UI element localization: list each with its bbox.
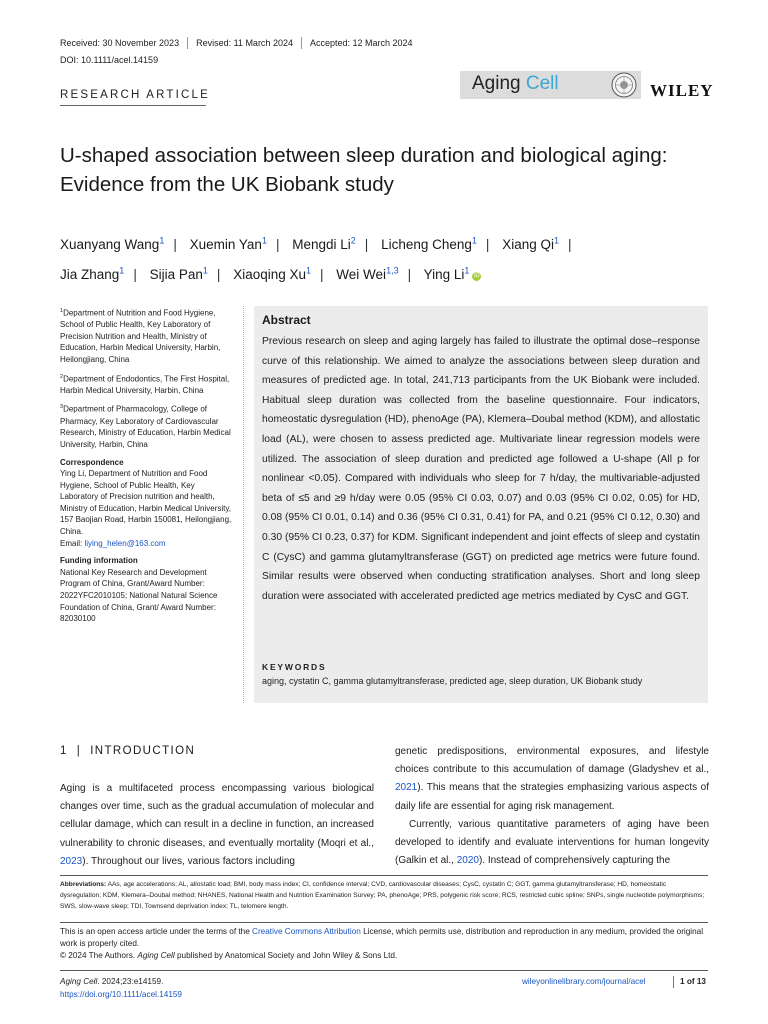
author[interactable]: Wei Wei$^{1,3}$ — [336, 265, 399, 282]
doi[interactable]: DOI: 10.1111/acel.14159 — [60, 55, 159, 65]
license-rule — [60, 922, 708, 923]
funding-text: National Key Research and Development Program of China, Grant/Award Number: 2022YFC2010105; National Natural Science Foundation of China, Grant/ Award Number: 82030100 — [60, 567, 218, 624]
footer-citation: Aging Cell. 2024;23:e14159. — [60, 977, 164, 986]
abstract-text: Previous research on sleep and aging largely has failed to illustrate the optimal dose–response curve of this relationship. We aimed to analyze the associations between sleep duration and measures of predicted age. In total, 241,713 participants from the UK Biobank were included. Habitual sleep duration was collected from the baseline questionnaire. Four indicators, homeostatic dysregulation (HD), phenoAge (PA), Klemera–Doubal method (KDM), and allostatic load (AL), were chosen to assess predicted age. Multivariate linear regression models were utilized. The association of sleep duration and predicted age followed a U-shape (All p for nonlinear <0.05). Compared with individuals who sleep for 7 h/day, the multivariable-adjusted beta of ≤5 and ≥9 h/day were 0.05 (95% CI 0.03, 0.07) and 0.03 (95% CI 0.02, 0.05) for HD, 0.08 (95% CI 0.01, 0.14) and 0.36 (95% CI 0.31, 0.41) for PA, and 0.21 (95% CI 0.12, 0.30) and 0.30 (95% CI 0.23, 0.37) for KDM. Significant independent and joint effects of sleep and cystatin C (CysC) and gamma glutamyltransferase (GGT) on predicted age metrics were future found. Similar results were observed when conducting stratification analyses. Short and long sleep duration were associated with accelerated predicted age metrics mediated by CysC and GGT. — [262, 336, 700, 602]
author[interactable]: Xuanyang Wang$^1$ — [60, 235, 165, 252]
intro-paragraph: Aging is a multifaceted process encompassing various biological changes over time, such as the gradual accumulation of molecular and cellular damage, which can result in a decline in function, an increased vulnerability to chronic diseases, and eventually mortality (Moqri et al., 2023). Throughout our lives, various factors including — [60, 783, 374, 867]
accepted-date: Accepted: 12 March 2024 — [309, 38, 413, 48]
author[interactable]: Xuemin Yan$^1$ — [189, 235, 267, 252]
author[interactable]: Xiaoqing Xu$^1$ — [233, 265, 312, 282]
author[interactable]: Jia Zhang$^1$ — [60, 265, 125, 282]
correspondence-email-link[interactable]: liying_helen@163.com — [84, 538, 166, 548]
date-divider — [301, 37, 302, 49]
license-notice: This is an open access article under the terms of the Creative Commons Attribution License, which permits use, distribution and reproduction in any medium, provided the original work is properly cited. © 2024 The Authors. Aging Cell published by Anatomical Society and John Wiley & Sons Ltd. — [60, 927, 704, 960]
affiliation: $^3$Department of Pharmacology, College of Pharmacy, Key Laboratory of Cardiovascular Research, Ministry of Education, Harbin Medical University, Harbin, China — [60, 404, 231, 449]
column-divider — [243, 306, 244, 703]
society-seal-icon — [611, 72, 637, 98]
intro-column-right — [395, 743, 709, 870]
license-link[interactable]: Creative Commons Attribution — [252, 927, 361, 936]
article-sidebar — [60, 306, 232, 631]
orcid-icon[interactable]: iD — [474, 273, 480, 279]
intro-paragraph: genetic predispositions, environmental exposures, and lifestyle choices contribute to this accumulation of damage (Gladyshev et al., 2021). This means that the strategies emphasizing various aspects of daily life are essential for aging risk management. — [395, 746, 709, 812]
author-list: Xuanyang Wang$^1$ | Xuemin Yan$^1$ | Mengdi Li$^2$ | Licheng Cheng$^1$ | Xiang Qi$^1$ | Jia Zhang$^1$ | Sijia Pan$^1$ | Xiaoqing Xu$^1$ | Wei Wei$^{1,3}$ | Ying Li$^1$iD — [60, 235, 572, 282]
section-heading-introduction: 1 | INTRODUCTION — [60, 745, 196, 757]
article-type: RESEARCH ARTICLE — [60, 89, 211, 101]
article-title: U-shaped association between sleep duration and biological aging: Evidence from the UK Biobank study — [60, 144, 668, 196]
journal-logo[interactable] — [472, 73, 559, 95]
date-divider — [187, 37, 188, 49]
correspondence-text: Ying Li, Department of Nutrition and Food Hygiene, School of Public Health, Key Laboratory of Precision nutrition and health, Ministry of Education, Harbin Medical University, 157 Baojian Road, Harbin 150081, Heilongjiang, China. Email: liying_helen@163.com — [60, 469, 232, 548]
intro-paragraph: Currently, various quantitative parameters of aging have been developed to identify and evaluate interventions for human longevity (Galkin et al., 2020). Instead of comprehensively capturing the — [395, 818, 709, 867]
footer-divider — [673, 976, 674, 988]
affiliation: $^1$Department of Nutrition and Food Hygiene, School of Public Health, Key Laboratory of Precision Nutrition and Health, Ministry of Education, Harbin Medical University, Harbin, Heilongjiang, China — [60, 308, 221, 365]
publication-dates — [60, 37, 413, 49]
article-type-underline — [60, 105, 206, 106]
keywords-heading: KEYWORDS — [262, 662, 327, 672]
citation-link[interactable]: 2021 — [395, 782, 418, 794]
correspondence-heading: Correspondence — [60, 457, 124, 467]
citation-link[interactable]: 2023 — [60, 855, 83, 867]
author[interactable]: Mengdi Li$^2$ — [292, 235, 356, 252]
author[interactable]: Sijia Pan$^1$ — [149, 265, 208, 282]
keywords-list: aging, cystatin C, gamma glutamyltransferase, predicted age, sleep duration, UK Biobank study — [262, 676, 643, 686]
journal-name-part2: Cell — [525, 73, 559, 94]
received-date: Received: 30 November 2023 — [60, 38, 180, 48]
author[interactable]: Licheng Cheng$^1$ — [381, 235, 477, 252]
author[interactable]: Xiang Qi$^1$ — [502, 235, 559, 252]
publisher-logo[interactable]: WILEY — [650, 81, 714, 100]
footer-doi-link[interactable]: https://doi.org/10.1111/acel.14159 — [60, 990, 182, 999]
footer-journal-link[interactable]: wileyonlinelibrary.com/journal/acel — [522, 977, 646, 986]
abbreviations: Abbreviations: AAs, age accelerations; AL, allostatic load; BMI, body mass index; CI, confidence interval; CVD, cardiovascular diseases; CysC, cystatin C; GGT, gamma glutamyltransferase; HD, homeostatic dysregulation; KDM, Klemera–Doubal method; NHANES, National Health and Nutrition Examination Survey; PA, phenoAge; PRS, polygenic risk score; RCS, restricted cubic spline; SNPs, single nucleotide polymorphisms; SWS, slow-wave sleep; TDI, Townsend deprivation index; TL, telomere length. — [60, 881, 705, 910]
affiliation: $^2$Department of Endodontics, The First Hospital, Harbin Medical University, Harbin, China — [60, 373, 230, 395]
abbreviations-rule — [60, 875, 708, 876]
footer-rule — [60, 970, 708, 971]
revised-date: Revised: 11 March 2024 — [196, 38, 293, 48]
citation-link[interactable]: 2020 — [456, 855, 479, 867]
funding-heading: Funding information — [60, 556, 138, 566]
page-number: 1 of 13 — [680, 977, 706, 986]
author[interactable]: Ying Li$^1$iD — [423, 265, 480, 282]
journal-name-part1: Aging — [472, 73, 526, 94]
abstract-heading: Abstract — [262, 313, 311, 327]
